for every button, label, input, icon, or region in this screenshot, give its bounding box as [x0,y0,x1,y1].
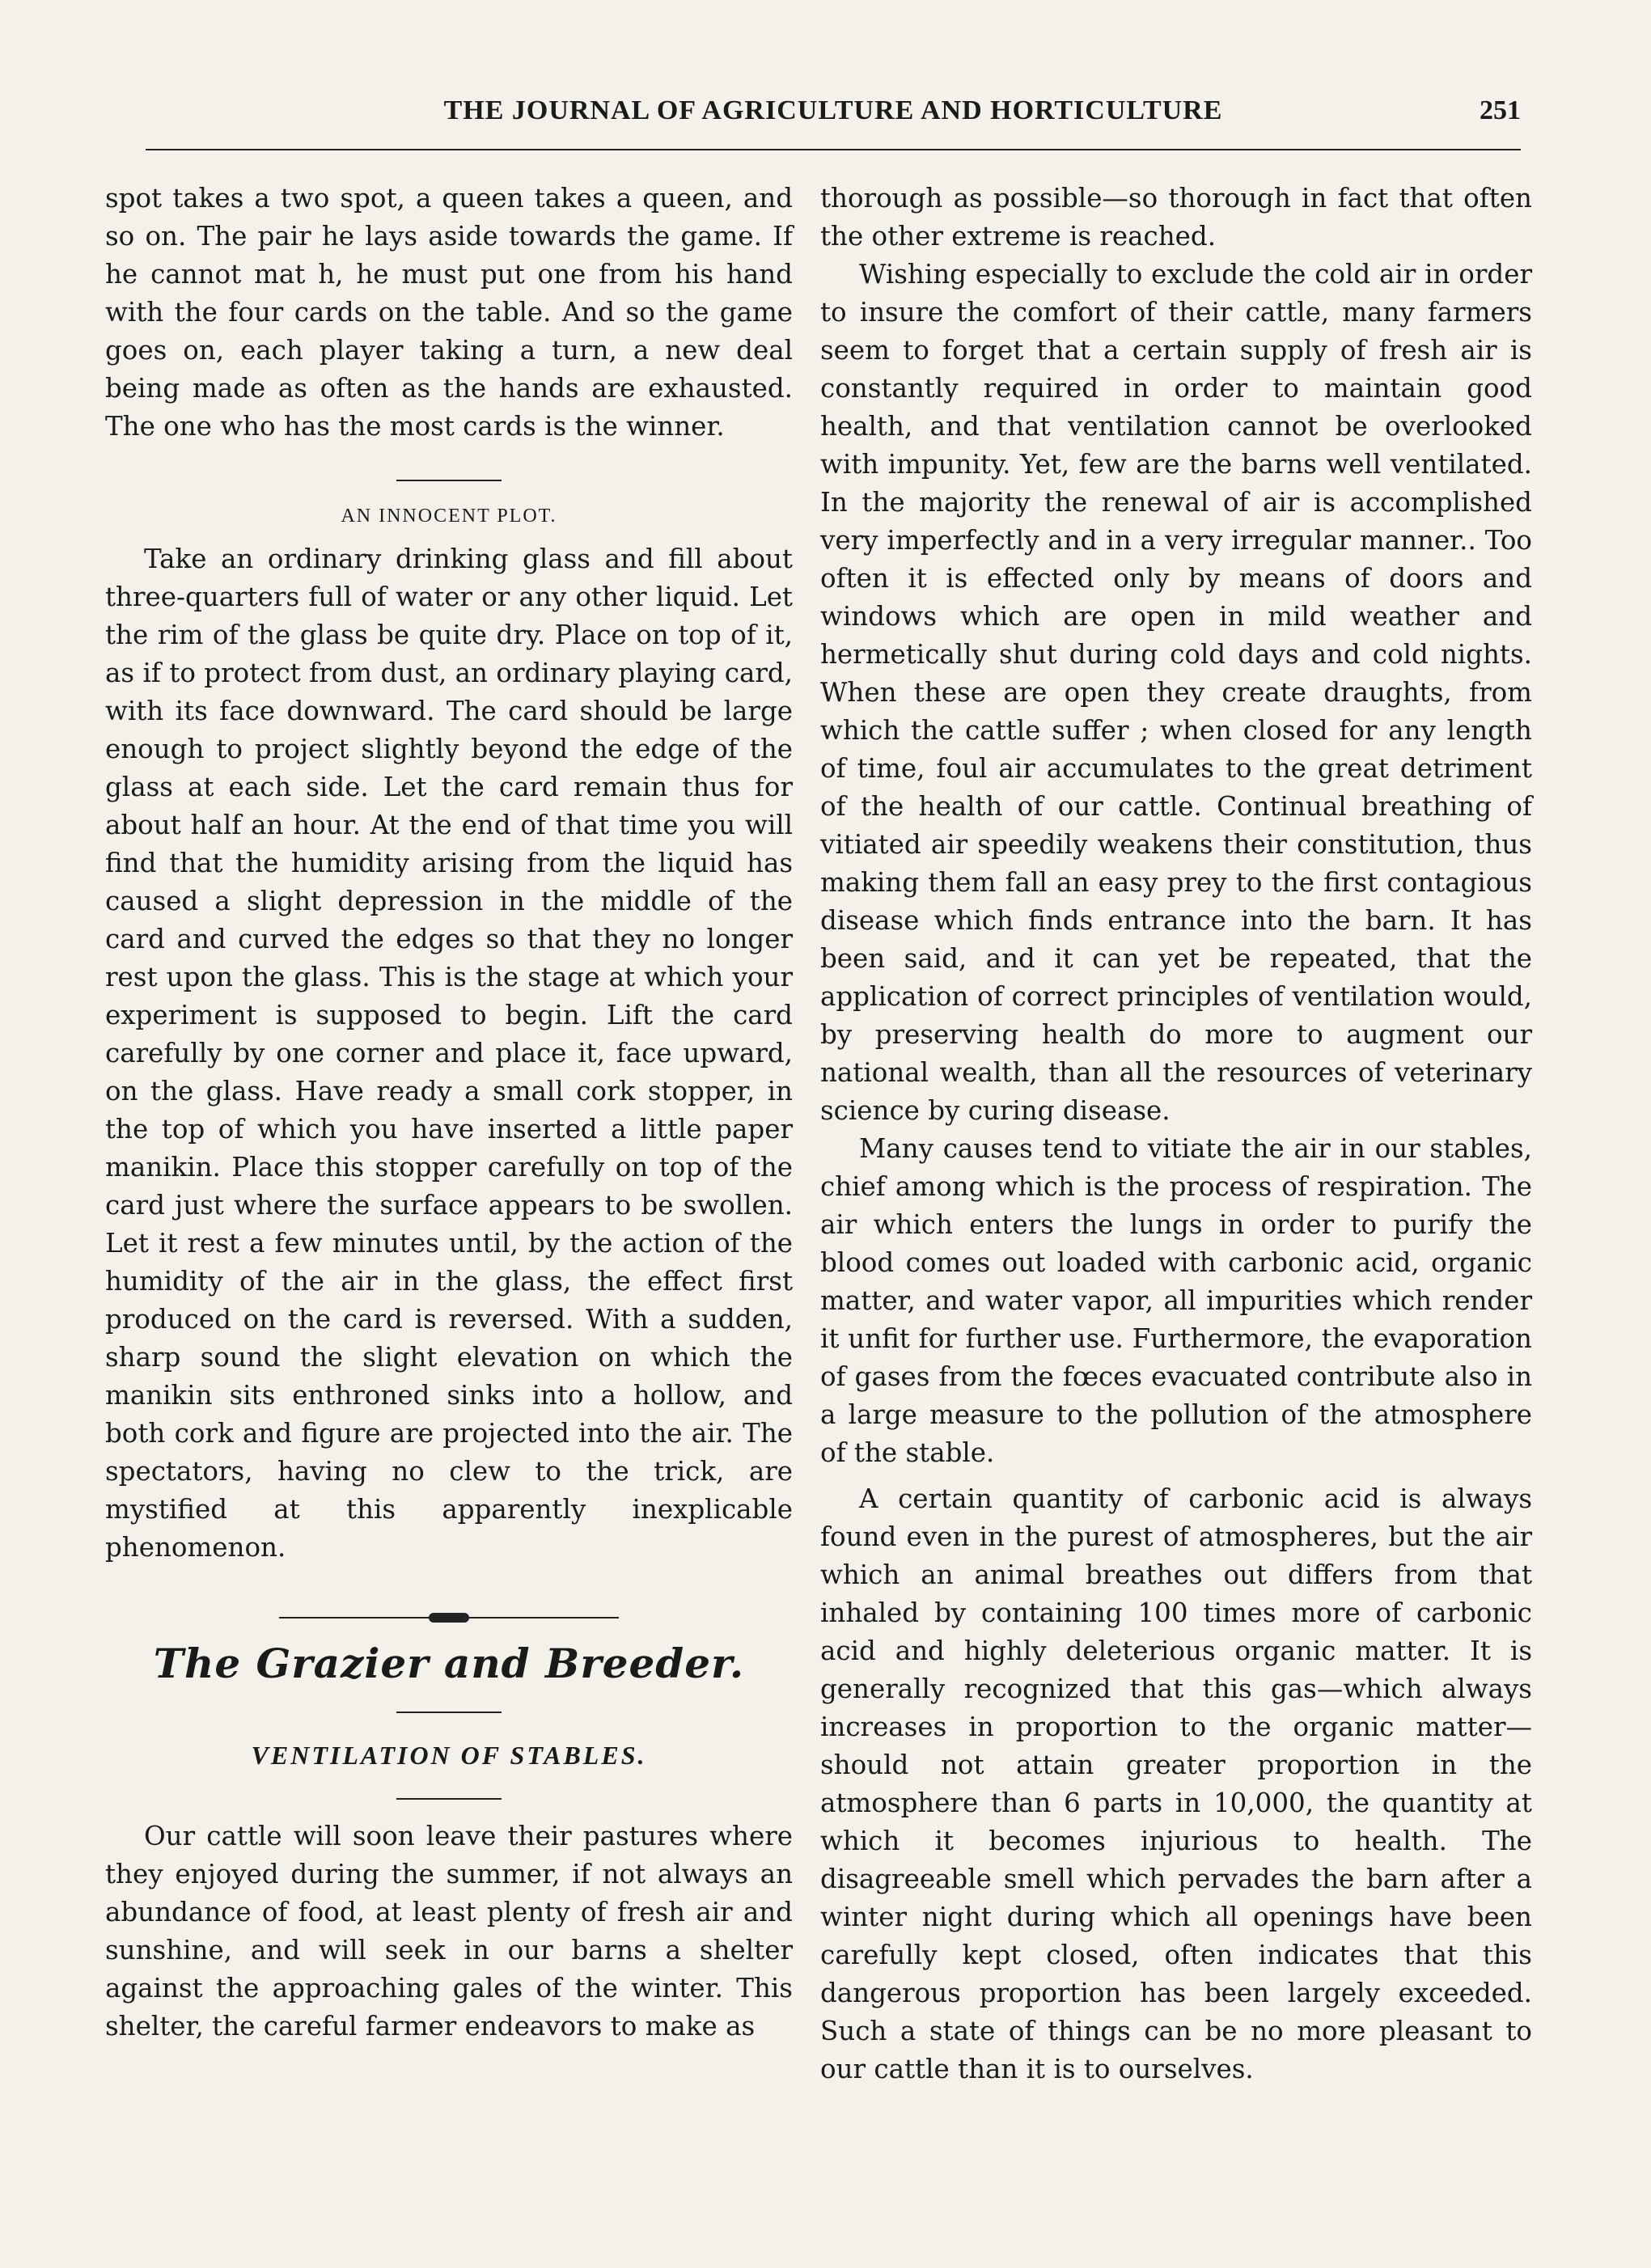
ventilation-paragraph-2: Wishing especially to exclude the cold air in order to insure the comfort of their cattle, many farmers seem to forget that a certain supply of fresh air is constantly required in order to maintain good health, and that ventilation cannot be overlooked with impunity. Yet, few are the barns well ventilated. In the majority the renewal of air is accomplished very imperfectly and in a very irregular manner.. Too often it is effected only by means of doors and windows which are open in mild weather and hermetically shut during cold days and cold nights. When these are open they create draughts, from which the cattle suffer ; when closed for any length of time, foul air accumulates to the great detriment of the health of our cattle. Continual breathing of vitiated air speedily weakens their constitution, thus making them fall an easy prey to the first contagious disease which finds entrance into the barn. It has been said, and it can yet be repeated, that the application of correct principles of ventilation would, by preserving health do more to augment our national wealth, than all the resources of veterinary science by curing disease. [820,259,1532,1126]
running-title: THE JOURNAL OF AGRICULTURE AND HORTICULTURE [443,95,1223,125]
section-title: AN INNOCENT PLOT. [341,506,557,527]
page-number: 251 [1480,95,1521,125]
department-title: The Grazier and Breeder. [153,1640,745,1687]
ventilation-intro-paragraph: Our cattle will soon leave their pastures where they enjoyed during the summer, if not always an abundance of food, at least plenty of fresh air and sunshine, and will seek in our barns a shelter against the approaching gales of the winter. This shelter, the careful farmer endeavors to make as [105,1821,793,2042]
running-head [146,95,1521,144]
left-continued-paragraph: spot takes a two spot, a queen takes a queen, and so on. The pair he lays aside towards the game. If he cannot mat h, he must put one from his hand with the four cards on the table. And so the game goes on, each player taking a turn, a new deal being made as often as the hands are exhausted. The one who has the most cards is the winner. [105,183,793,442]
article-title: VENTILATION OF STABLES. [251,1741,647,1770]
right-column [820,180,1532,2088]
innocent-plot-paragraph: Take an ordinary drinking glass and fill about three-quarters full of water or any other liquid. Let the rim of the glass be quite dry. Place on top of it, as if to protect from dust, an ordinary playing card, with its face downward. The card should be large enough to project slightly beyond the edge of the glass at each side. Let the card remain thus for about half an hour. At the end of that time you will find that the humidity arising from the liquid has caused a slight depression in the middle of the card and curved the edges so that they no longer rest upon the glass. This is the stage at which your experiment is supposed to begin. Lift the card carefully by one corner and place it, face upward, on the glass. Have ready a small cork stopper, in the top of which you have inserted a little paper manikin. Place this stopper carefully on top of the card just where the surface appears to be swollen. Let it rest a few minutes until, by the action of the humidity of the air in the glass, the effect first produced on the card is reversed. With a sudden, sharp sound the slight elevation on which the manikin sits enthroned sinks into a hollow, and both cork and figure are projected into the air. The spectators, having no clew to the trick, are mystified at this apparently inexplicable phenomenon. [105,544,793,1563]
ornamental-divider [279,1617,619,1618]
ventilation-paragraph-4: A certain quantity of carbonic acid is always found even in the purest of atmospheres, but the air which an animal breathes out differs from that inhaled by containing 100 times more of carbonic acid and highly deleterious organic matter. It is generally recognized that this gas—which always increases in proportion to the organic matter—should not attain greater proportion in the atmosphere than 6 parts in 10,000, the quantity at which it becomes injurious to health. The disagreeable smell which pervades the barn after a winter night during which all openings have been carefully kept closed, often indicates that this dangerous proportion has been largely exceeded. Such a state of things can be no more pleasant to our cattle than it is to ourselves. [820,1483,1532,2084]
left-column [105,180,793,2046]
header-rule [146,149,1521,150]
right-continued-paragraph: thorough as possible—so thorough in fact that often the other extreme is reached. [820,183,1532,252]
ventilation-paragraph-3: Many causes tend to vitiate the air in our stables, chief among which is the process of respiration. The air which enters the lungs in order to purify the blood comes out loaded with carbonic acid, organic matter, and water vapor, all impurities which render it unfit for further use. Furthermore, the evaporation of gases from the fœces evacuated contribute also in a large measure to the pollution of the atmosphere of the stable. [820,1133,1532,1468]
